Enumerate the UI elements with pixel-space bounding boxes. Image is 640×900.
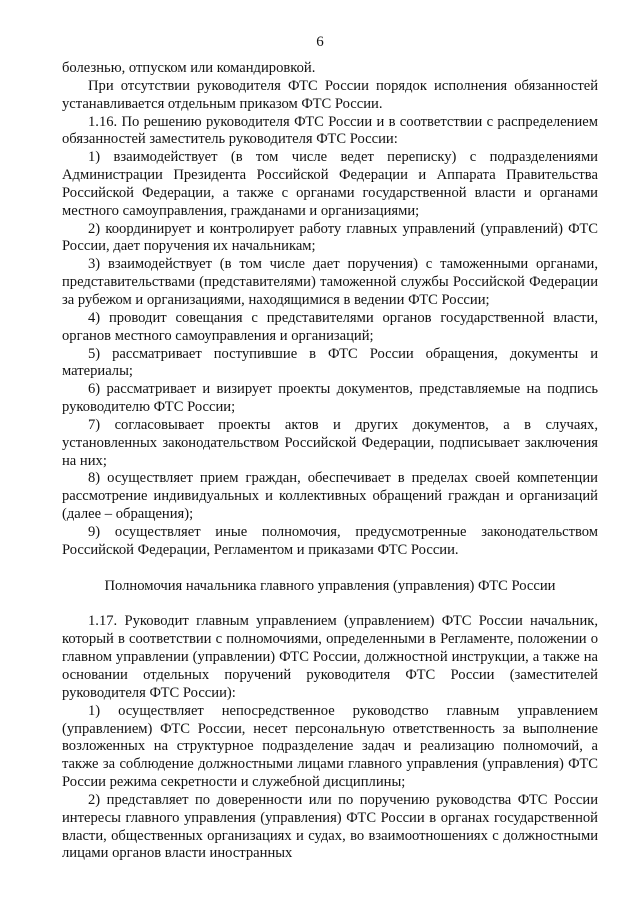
list-item-4: 4) проводит совещания с представителями органов государственной власти, органов местного самоуправления и организаций;: [62, 309, 598, 344]
list-item-1: 1) взаимодействует (в том числе ведет переписку) с подразделениями Администрации Президента Российской Федерации и Аппарата Правительства Российской Федерации, а также с органами государственной власти и органами местного самоуправления, гражданами и организациями;: [62, 149, 598, 219]
list-item-2-representation: 2) представляет по доверенности или по поручению руководства ФТС России интересы главного управления (управления) ФТС России в органах государственной власти, общественных организациях и судах, во взаимоотношениях с должностными лицами органов власти иностранных: [62, 791, 598, 862]
list-item-3: 3) взаимодействует (в том числе дает поручения) с таможенными органами, представительствами (представителями) таможенной службы Российской Федерации за рубежом и организациями, находящимися в ведении ФТС России;: [62, 256, 598, 308]
section-heading: Полномочия начальника главного управления (управления) ФТС России: [104, 577, 556, 594]
list-item-6: 6) рассматривает и визирует проекты документов, представляемые на подпись руководителю ФТС России;: [62, 381, 598, 416]
paragraph-1-17: 1.17. Руководит главным управлением (управлением) ФТС России начальник, который в соответствии с полномочиями, определенными в Регламенте, положении о главном управлении (управлении) ФТС России, должностной инструкции, а также на основании отдельных поручений руководителя ФТС России (заместителей руководителя ФТС России):: [62, 613, 598, 701]
document-body: [62, 60, 598, 863]
list-item-1-direct-management: 1) осуществляет непосредственное руководство главным управлением (управлением) ФТС России, несет персональную ответственность за выполнение возложенных на структурное подразделение задач и реализацию полномочий, а также за соблюдение должностными лицами главного управления (управления) ФТС России режима секретности и служебной дисциплины;: [62, 702, 598, 791]
list-item-7: 7) согласовывает проекты актов и других документов, а в случаях, установленных законодательством Российской Федерации, подписывает заключения на них;: [62, 416, 598, 469]
paragraph-continuation: болезнью, отпуском или командировкой.: [62, 60, 316, 76]
list-item-5: 5) рассматривает поступившие в ФТС России обращения, документы и материалы;: [62, 345, 598, 380]
list-item-8: 8) осуществляет прием граждан, обеспечивает в пределах своей компетенции рассмотрение индивидуальных и коллективных обращений граждан и организаций (далее – обращения);: [62, 470, 598, 523]
paragraph-1-16: 1.16. По решению руководителя ФТС России и в соответствии с распределением обязанностей заместитель руководителя ФТС России:: [62, 113, 598, 148]
page-number: 6: [316, 34, 324, 50]
paragraph-absence-order: При отсутствии руководителя ФТС России порядок исполнения обязанностей устанавливается отдельным приказом ФТС России.: [62, 77, 598, 112]
list-item-9: 9) осуществляет иные полномочия, предусмотренные законодательством Российской Федерации, Регламентом и приказами ФТС России.: [62, 523, 598, 558]
list-item-2: 2) координирует и контролирует работу главных управлений (управлений) ФТС России, дает поручения их начальникам;: [62, 220, 598, 255]
